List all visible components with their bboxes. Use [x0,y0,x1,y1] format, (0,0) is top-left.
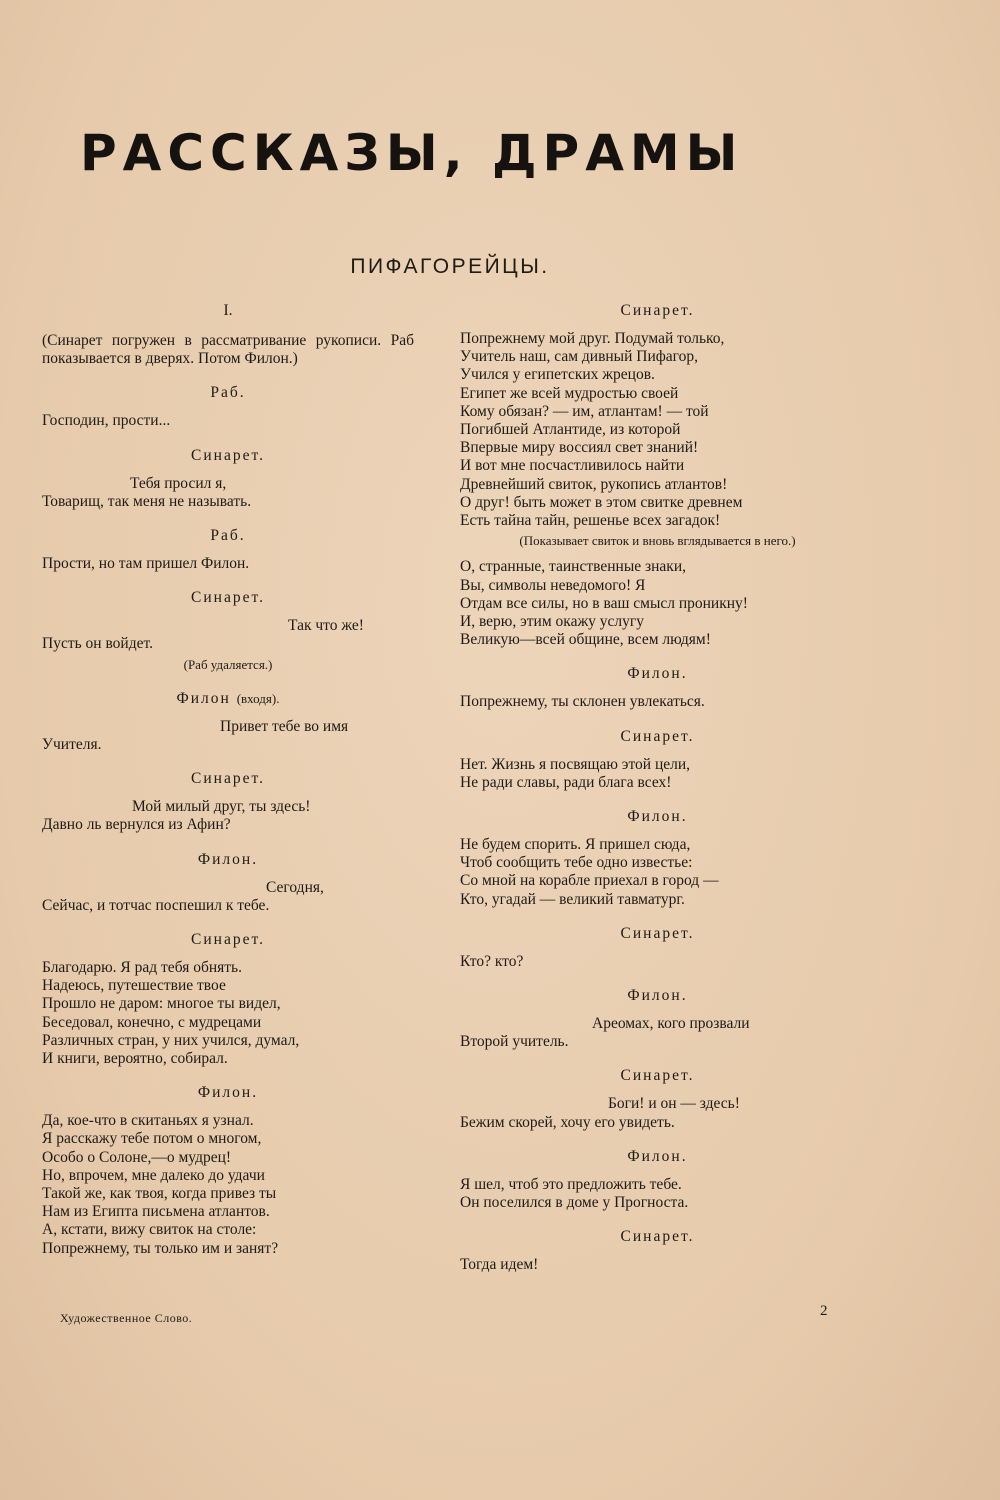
left-column [42,300,414,1258]
speech-block [460,836,855,909]
verse-line: Мой милый друг, ты здесь! [132,798,311,816]
verse-line: Надеюсь, путешествие твое [42,977,226,995]
speaker-name [42,768,414,790]
speaker-name [42,849,414,871]
verse-line: Есть тайна тайн, решенье всех загадок! [460,512,721,530]
verse-line: Бежим скорей, хочу его увидеть. [460,1113,675,1131]
verse-line: Благодарю. Я рад тебя обнять. [42,959,242,977]
stage-text: (Синарет погружен в рассматривание рукописи. Раб показывается в дверях. Потом Филон.) [42,332,414,368]
speaker-label: Синарет. [620,1228,695,1246]
speech-block [460,330,855,530]
verse-line: Давно ль вернулся из Афин? [42,816,231,834]
footer-publication: Художественное Слово. [60,1311,193,1325]
speaker-name [460,985,855,1007]
speech-block [42,617,414,653]
speaker-label: Синарет. [620,727,695,745]
verse-line: Египет же всей мудростью своей [460,384,679,402]
speaker-label: Синарет. [191,931,265,949]
speaker-label: Синарет. [191,446,265,464]
right-column [460,300,855,1275]
speaker-name [460,663,855,685]
verse-line: Так что же! [288,617,364,635]
speaker-label: Синарет. [620,1067,695,1085]
verse-line: Кто, угадай — великий тавматург. [460,890,685,908]
verse-line: Я расскажу тебе потом о многом, [42,1130,262,1148]
verse-line: Сейчас, и тотчас поспешил к тебе. [42,896,270,914]
speaker-label: Филон. [197,850,259,868]
verse-line: Попрежнему, ты склонен увлекаться. [460,693,705,711]
speaker-label: Синарет. [620,302,695,319]
verse-line: Великую—всей общине, всем людям! [460,631,711,649]
speech-block [42,959,414,1068]
stage-direction [42,332,414,368]
speech-block [460,558,855,649]
speech-block [460,953,855,971]
speaker-name [460,1226,855,1248]
verse-line: Прости, но там пришел Филон. [42,555,250,573]
verse-line: И книги, вероятно, собирал. [42,1050,228,1068]
speaker-label: Филон. [627,808,688,826]
verse-line: Попрежнему, ты только им и занят? [42,1239,279,1257]
verse-line: Ареомах, кого прозвали [592,1015,750,1033]
verse-line: А, кстати, вижу свиток на столе: [42,1221,257,1239]
verse-line: Да, кое-что в скитаньях я узнал. [42,1112,254,1130]
speaker-label: Синарет. [191,589,265,607]
speaker-name [42,1082,414,1104]
speaker-name [460,726,855,748]
verse-line: О друг! быть может в этом свитке древнем [460,493,743,511]
verse-line: Учителя. [42,736,102,754]
speaker-name [42,445,414,467]
verse-line: Тогда идем! [460,1256,539,1274]
speaker-name [460,806,855,828]
verse-line: Кто? кто? [460,952,524,970]
scene-number: I. [223,302,233,319]
verse-line: Привет тебе во имя [220,717,349,735]
verse-line: Чтоб сообщить тебе одно известье: [460,854,693,872]
speech-block [460,756,855,792]
verse-line: Отдам все силы, но в ваш смысл проникну! [460,594,748,612]
speech-block [460,1015,855,1051]
verse-line: Впервые миру воссиял свет знаний! [460,439,699,457]
speaker-label: Раб. [210,384,246,402]
verse-line: Погибшей Атлантиде, из которой [460,421,681,439]
verse-line: Боги! и он — здесь! [608,1095,740,1113]
verse-line: Не ради славы, ради блага всех! [460,773,672,791]
speaker-name [460,1065,855,1087]
verse-line: Кому обязан? — им, атлантам! — той [460,402,709,420]
speech-block [460,693,855,711]
speaker-label: Синарет. [191,770,265,788]
speech-block [42,412,414,430]
speaker-label: Филон. [627,665,688,683]
speaker-label: Филон. [197,1084,259,1102]
speech-block [460,1095,855,1131]
speaker-name [460,300,855,322]
verse-line: И вот мне посчастливилось найти [460,457,685,475]
speaker-label: Филон. [627,1147,688,1165]
verse-line: Я шел, чтоб это предложить тебе. [460,1175,682,1193]
verse-line: О, странные, таинственные знаки, [460,558,686,576]
speech-block [42,718,414,754]
verse-line: Нет. Жизнь я посвящаю этой цели, [460,755,691,773]
section-title: РАССКАЗЫ, ДРАМЫ [80,124,744,182]
speech-block [460,1176,855,1212]
verse-line: Тебя просил я, [130,474,227,492]
speaker-direction: (входя). [236,690,280,706]
verse-line: Попрежнему мой друг. Подумай только, [460,330,725,347]
speech-block [42,475,414,511]
speech-block [42,555,414,573]
speaker-label: Синарет. [620,924,695,942]
speaker-name [460,1146,855,1168]
speaker-name [42,587,414,609]
verse-line: Вы, символы неведомого! Я [460,576,646,594]
speaker-label: Филон [176,689,231,707]
verse-line: Особо о Солоне,—о мудрец! [42,1148,232,1166]
verse-line: Товарищ, так меня не называть. [42,492,252,510]
verse-line: Учился у египетских жрецов. [460,366,655,384]
speaker-name [42,929,414,951]
speaker-label: Филон. [627,987,688,1005]
verse-line: И, верю, этим окажу услугу [460,613,645,631]
verse-line: Господин, прости... [42,412,171,430]
speaker-name [460,923,855,945]
verse-line: Различных стран, у них учился, думал, [42,1031,300,1049]
speaker-name [42,382,414,404]
verse-line: Прошло не даром: многое ты видел, [42,995,281,1013]
verse-line: Учитель наш, сам дивный Пифагор, [460,348,699,366]
verse-line: Нам из Египта письмена атлантов. [42,1203,270,1221]
play-title: ПИФАГОРЕЙЦЫ. [350,255,550,278]
speaker-name [42,525,414,547]
verse-line: Второй учитель. [460,1033,569,1051]
verse-line: Он поселился в доме у Прогноста. [460,1194,689,1212]
speech-block [42,1112,414,1258]
page-number: 2 [820,1303,828,1319]
speaker-label: Раб. [210,527,246,545]
speech-block [460,1256,855,1274]
verse-line: Сегодня, [266,878,324,896]
verse-line: Пусть он войдет. [42,635,153,653]
verse-line: Такой же, как твоя, когда привез ты [42,1185,277,1203]
stage-direction: (Раб удаляется.) [183,656,273,672]
verse-line: Но, впрочем, мне далеко до удачи [42,1166,265,1184]
verse-line: Беседовал, конечно, с мудрецами [42,1013,262,1031]
stage-direction: (Показывает свиток и вновь вглядывается в него.) [519,533,796,549]
speech-block [42,798,414,834]
speech-block [42,879,414,915]
verse-line: Древнейший свиток, рукопись атлантов! [460,475,728,493]
verse-line: Со мной на корабле приехал в город — [460,872,719,890]
verse-line: Не будем спорить. Я пришел сюда, [460,836,691,854]
speaker-name [42,688,414,710]
